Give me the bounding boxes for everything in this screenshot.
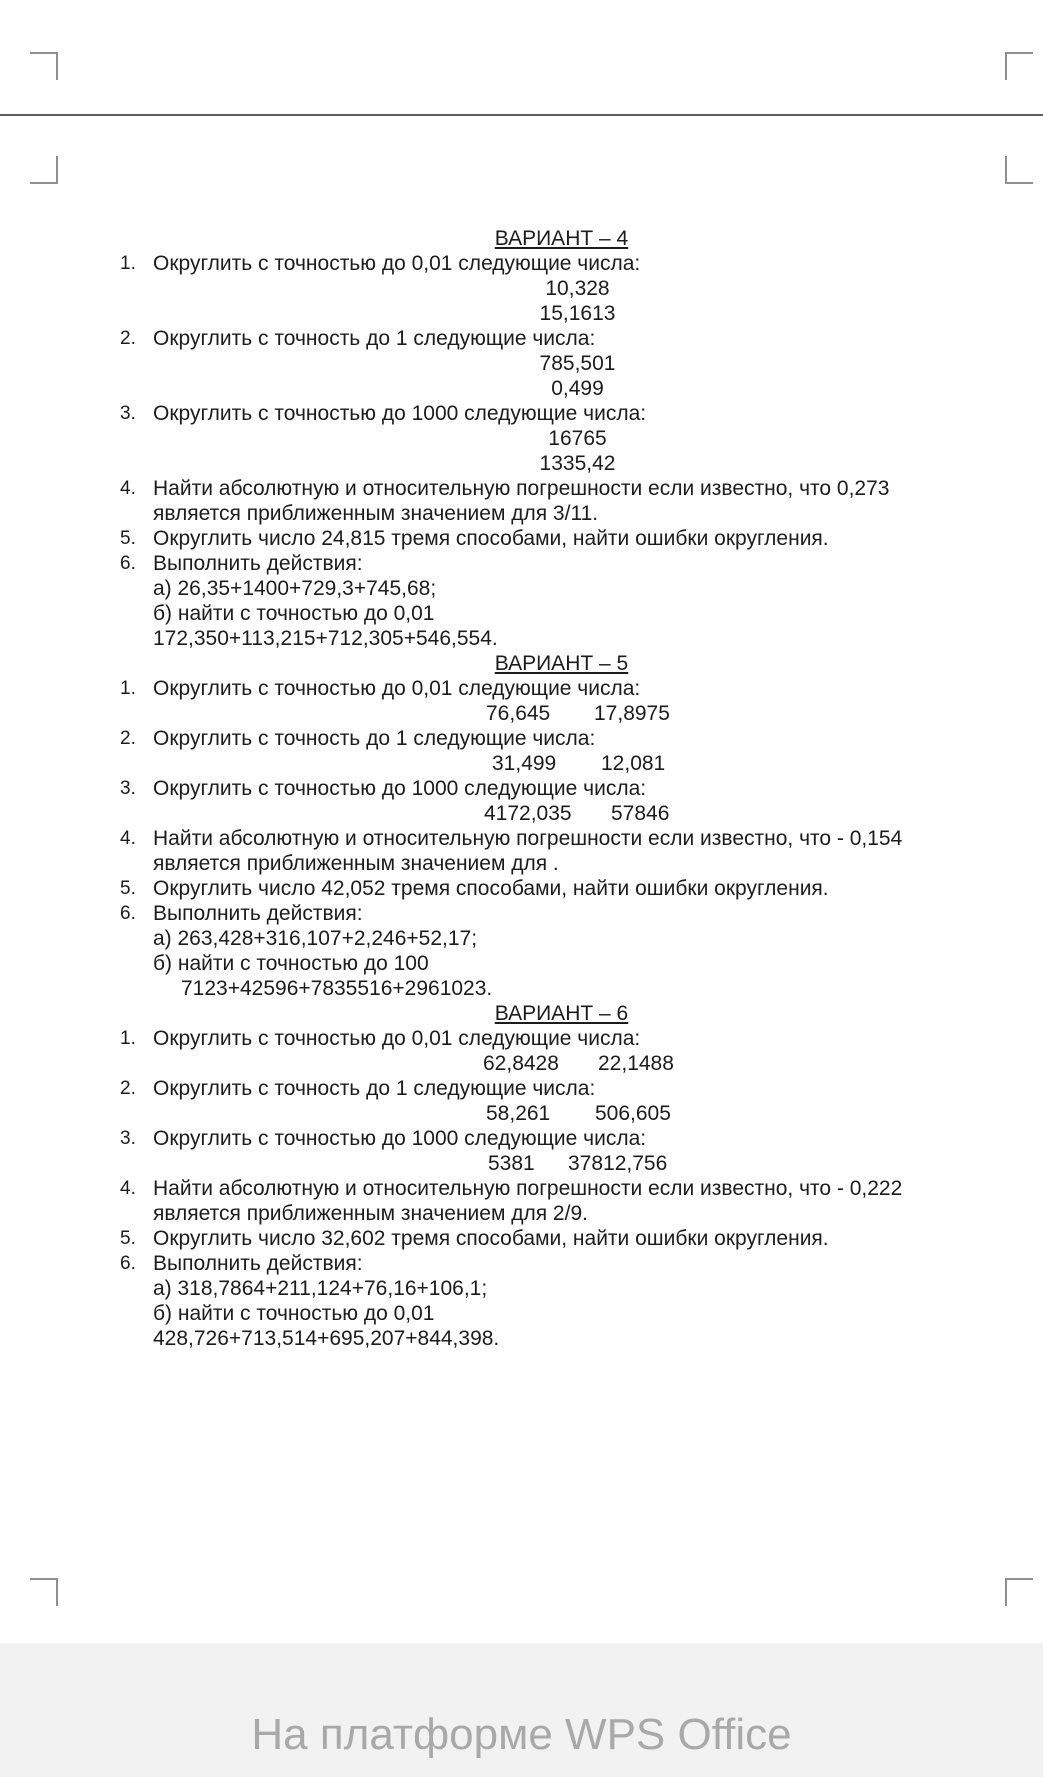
task-text: Округлить с точностью до 1000 следующие числа: [153,777,647,800]
subtask-b-expression: 7123+42596+7835516+2961023. [181,977,493,1000]
task-4 [0,826,1043,851]
task-text: Округлить с точностью до 1000 следующие числа: [153,1127,647,1150]
list-number: 2. [120,328,136,349]
value: 785,501 [539,352,616,375]
task-text-continued: является приближенным значением для 3/11. [153,502,599,525]
list-number: 4. [120,1178,136,1199]
list-number: 2. [120,728,136,749]
task-text: Округлить число 32,602 тремя способами, найти ошибки округления. [153,1227,829,1250]
task-5 [0,1226,1043,1251]
list-number: 6. [120,1253,136,1274]
crop-mark-top-left [30,52,58,80]
task-1 [0,1026,1043,1051]
subtask-b: б) найти с точностью до 0,01 [153,602,435,625]
task-text: Округлить с точность до 1 следующие числа: [153,1077,596,1100]
task-text: Найти абсолютную и относительную погрешности если известно, что 0,273 [153,477,890,500]
task-2 [0,726,1043,751]
value: 37812,756 [568,1152,668,1175]
value: 57846 [611,802,670,825]
value: 1335,42 [539,452,616,475]
task-6 [0,551,1043,576]
value: 15,1613 [539,302,616,325]
task-4 [0,1176,1043,1201]
subtask-a: а) 318,7864+211,124+76,16+106,1; [153,1277,488,1300]
task-text: Округлить с точностью до 0,01 следующие числа: [153,1027,641,1050]
value-pair [0,751,1043,776]
list-number: 4. [120,478,136,499]
value: 22,1488 [598,1052,674,1075]
value: 17,8975 [594,702,670,725]
list-number: 6. [120,903,136,924]
value-pair [0,801,1043,826]
task-2 [0,1076,1043,1101]
task-6 [0,901,1043,926]
task-5 [0,526,1043,551]
task-text: Округлить с точностью до 0,01 следующие числа: [153,252,641,275]
crop-mark-bottom-left [30,1578,58,1606]
subtask-a: а) 263,428+316,107+2,246+52,17; [153,927,478,950]
list-number: 1. [120,253,136,274]
value: 16765 [548,427,607,450]
task-text-continued: является приближенным значением для . [153,852,559,875]
list-number: 3. [120,778,136,799]
list-number: 6. [120,553,136,574]
task-text: Округлить с точность до 1 следующие числа: [153,327,596,350]
list-number: 5. [120,878,136,899]
task-4 [0,476,1043,501]
subtask-b: б) найти с точностью до 0,01 [153,1302,435,1325]
value: 62,8428 [483,1052,559,1075]
value: 31,499 [492,752,557,775]
value: 4172,035 [484,802,572,825]
crop-mark-top-right [1005,156,1033,184]
value: 0,499 [551,377,604,400]
value: 76,645 [486,702,551,725]
list-number: 4. [120,828,136,849]
value-pair [0,1051,1043,1076]
list-number: 5. [120,1228,136,1249]
document-body [0,226,1043,1351]
value-pair [0,701,1043,726]
task-text: Округлить с точностью до 0,01 следующие числа: [153,677,641,700]
task-1 [0,251,1043,276]
value: 10,328 [545,277,610,300]
variant-title: ВАРИАНТ – 4 [494,227,629,250]
list-number: 1. [120,1028,136,1049]
value-pair [0,1151,1043,1176]
task-text: Округлить с точность до 1 следующие числа: [153,727,596,750]
task-text: Выполнить действия: [153,552,363,575]
task-text: Найти абсолютную и относительную погрешности если известно, что - 0,222 [153,1177,903,1200]
crop-mark-top-left [30,156,58,184]
value: 506,605 [595,1102,671,1125]
task-text: Округлить число 42,052 тремя способами, найти ошибки округления. [153,877,829,900]
subtask-b: б) найти с точностью до 100 [153,952,429,975]
subtask-b-expression: 428,726+713,514+695,207+844,398. [153,1327,500,1350]
subtask-b-expression: 172,350+113,215+712,305+546,554. [153,627,498,650]
platform-watermark: На платформе WPS Office [251,1710,792,1759]
task-text: Выполнить действия: [153,1252,363,1275]
task-text-continued: является приближенным значением для 2/9. [153,1202,588,1225]
list-number: 3. [120,1128,136,1149]
value-pair [0,1101,1043,1126]
task-text: Выполнить действия: [153,902,363,925]
list-number: 5. [120,528,136,549]
variant-title: ВАРИАНТ – 5 [494,652,629,675]
task-text: Округлить с точностью до 1000 следующие числа: [153,402,647,425]
list-number: 1. [120,678,136,699]
page-divider [0,114,1043,116]
task-3 [0,1126,1043,1151]
task-5 [0,876,1043,901]
list-number: 2. [120,1078,136,1099]
task-1 [0,676,1043,701]
task-text: Найти абсолютную и относительную погрешности если известно, что - 0,154 [153,827,903,850]
value: 58,261 [486,1102,551,1125]
task-3 [0,401,1043,426]
value: 5381 [488,1152,535,1175]
subtask-a: а) 26,35+1400+729,3+745,68; [153,577,437,600]
task-6 [0,1251,1043,1276]
value: 12,081 [601,752,666,775]
list-number: 3. [120,403,136,424]
crop-mark-bottom-right [1005,1578,1033,1606]
crop-mark-top-right [1005,52,1033,80]
task-3 [0,776,1043,801]
task-text: Округлить число 24,815 тремя способами, найти ошибки округления. [153,527,829,550]
task-2 [0,326,1043,351]
variant-title: ВАРИАНТ – 6 [494,1002,629,1025]
